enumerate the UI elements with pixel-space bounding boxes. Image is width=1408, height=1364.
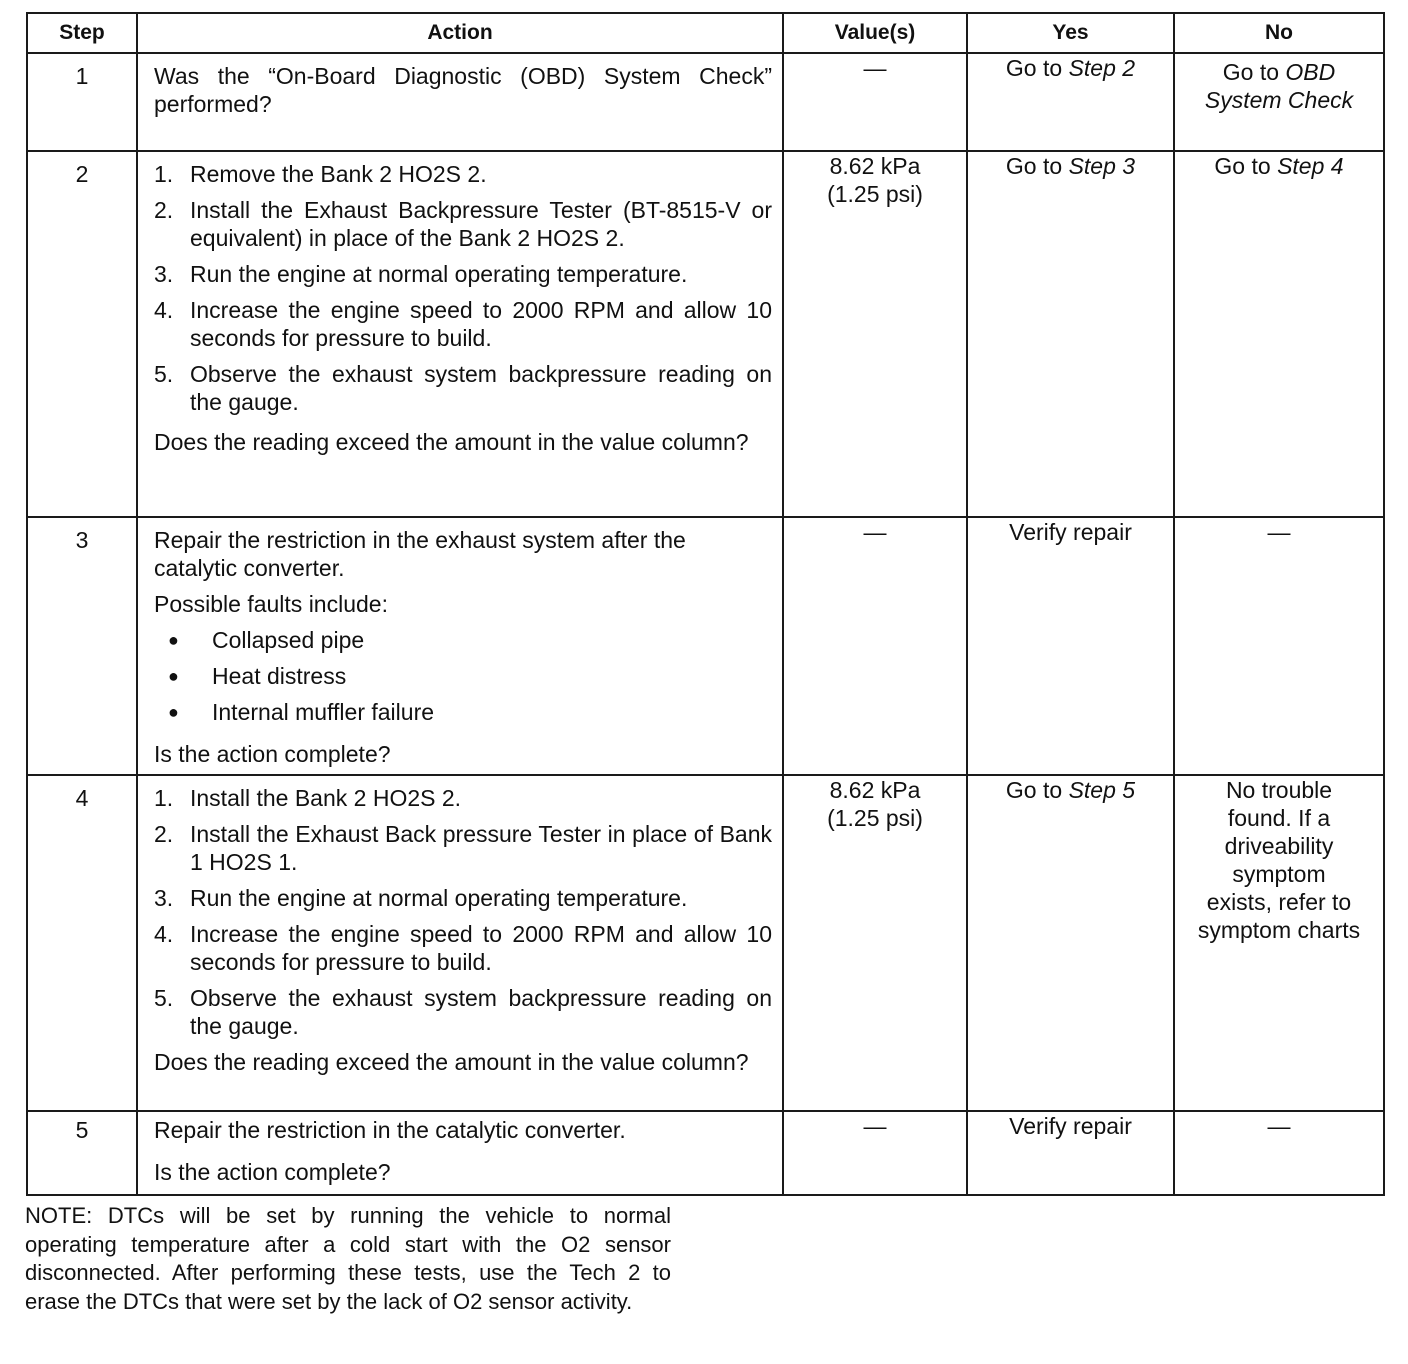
list-item: ● Collapsed pipe bbox=[168, 627, 365, 653]
table-row bbox=[27, 1111, 1384, 1195]
list-item: 2. Install the Exhaust Back pressure Tester in place of Bank 1 HO2S 1. bbox=[154, 821, 772, 875]
no-link[interactable]: Step 4 bbox=[1277, 153, 1344, 179]
diagnostic-table bbox=[26, 12, 1385, 1196]
action-cell bbox=[137, 53, 783, 151]
action-question: Is the action complete? bbox=[154, 1159, 391, 1185]
list-item: 5. Observe the exhaust system backpressure reading on the gauge. bbox=[154, 985, 772, 1039]
footnote: NOTE: DTCs will be set by running the vehicle to normal operating temperature after a cold start with the O2 sensor disconnected. After performing these tests, use the Tech 2 to erase the DTCs that were set by the lack of O2 sensor activity. bbox=[25, 1203, 671, 1314]
faults-label: Possible faults include: bbox=[154, 591, 388, 617]
no-cell[interactable] bbox=[1174, 53, 1384, 151]
no-cell[interactable]: Go to Step 4 bbox=[1174, 151, 1384, 517]
action-intro: Repair the restriction in the exhaust system after the catalytic converter. bbox=[154, 527, 686, 581]
table-row bbox=[27, 151, 1384, 517]
list-item: 5. Observe the exhaust system backpressure reading on the gauge. bbox=[154, 361, 772, 415]
no-link[interactable]: OBD System Check bbox=[1204, 59, 1354, 113]
action-intro: Repair the restriction in the catalytic converter. bbox=[154, 1117, 626, 1143]
value-cell: — bbox=[783, 517, 967, 775]
list-item: 1. Install the Bank 2 HO2S 2. bbox=[154, 785, 462, 811]
header-action: Action bbox=[137, 13, 783, 53]
yes-prefix: Go to bbox=[1005, 55, 1069, 81]
table-row bbox=[27, 775, 1384, 1111]
list-item: ● Heat distress bbox=[168, 663, 347, 689]
action-cell bbox=[137, 1111, 783, 1195]
header-yes: Yes bbox=[967, 13, 1174, 53]
action-question: Is the action complete? bbox=[154, 741, 391, 767]
action-cell bbox=[137, 151, 783, 517]
action-question: Does the reading exceed the amount in the value column? bbox=[154, 1049, 749, 1075]
header-step: Step bbox=[27, 13, 137, 53]
yes-link[interactable]: Step 2 bbox=[1068, 55, 1136, 81]
step-number: 3 bbox=[27, 517, 137, 775]
step-number: 4 bbox=[27, 775, 137, 1111]
header-no: No bbox=[1174, 13, 1384, 53]
yes-cell[interactable]: Verify repair bbox=[967, 517, 1174, 775]
value-cell: 8.62 kPa (1.25 psi) bbox=[783, 151, 967, 517]
no-cell: — bbox=[1174, 517, 1384, 775]
yes-cell[interactable]: Verify repair bbox=[967, 1111, 1174, 1195]
yes-cell[interactable]: Go to Step 3 bbox=[967, 151, 1174, 517]
yes-cell[interactable] bbox=[967, 53, 1174, 151]
list-item: 4. Increase the engine speed to 2000 RPM and allow 10 seconds for pressure to build. bbox=[154, 921, 772, 975]
header-values: Value(s) bbox=[783, 13, 967, 53]
value-cell: 8.62 kPa (1.25 psi) bbox=[783, 775, 967, 1111]
no-cell: No trouble found. If a driveability symptom exists, refer to symptom charts bbox=[1174, 775, 1384, 1111]
table-header-row bbox=[27, 13, 1384, 53]
step-number: 1 bbox=[27, 53, 137, 151]
list-item: 2. Install the Exhaust Backpressure Tester (BT-8515-V or equivalent) in place of the Bank 2 HO2S 2. bbox=[154, 197, 772, 251]
list-item: 3. Run the engine at normal operating temperature. bbox=[154, 885, 688, 911]
action-cell bbox=[137, 775, 783, 1111]
no-prefix: Go to bbox=[1222, 59, 1286, 85]
action-question: Does the reading exceed the amount in the value column? bbox=[154, 429, 749, 455]
yes-cell[interactable]: Go to Step 5 bbox=[967, 775, 1174, 1111]
value-cell: — bbox=[783, 1111, 967, 1195]
yes-link[interactable]: Step 5 bbox=[1068, 777, 1136, 803]
step-number: 2 bbox=[27, 151, 137, 517]
step-number: 5 bbox=[27, 1111, 137, 1195]
list-item: 3. Run the engine at normal operating temperature. bbox=[154, 261, 688, 287]
table-row bbox=[27, 53, 1384, 151]
list-item: 4. Increase the engine speed to 2000 RPM and allow 10 seconds for pressure to build. bbox=[154, 297, 772, 351]
table-row bbox=[27, 517, 1384, 775]
action-cell bbox=[137, 517, 783, 775]
action-question: Was the “On-Board Diagnostic (OBD) System Check” performed? bbox=[154, 63, 772, 117]
list-item: 1. Remove the Bank 2 HO2S 2. bbox=[154, 161, 487, 187]
value-cell: — bbox=[783, 53, 967, 151]
list-item: ● Internal muffler failure bbox=[168, 699, 435, 725]
no-cell: — bbox=[1174, 1111, 1384, 1195]
yes-link[interactable]: Step 3 bbox=[1068, 153, 1136, 179]
